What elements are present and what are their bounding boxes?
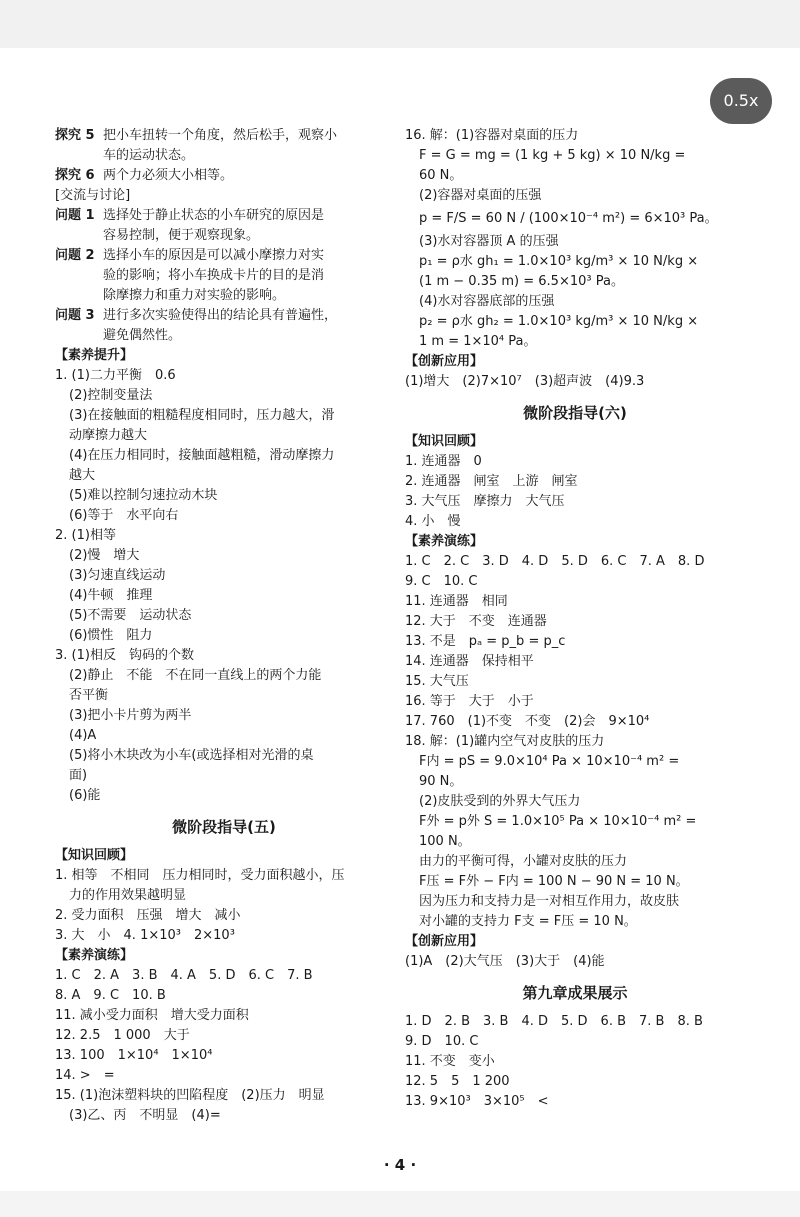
answer-line: 12. 2.5 1 000 大于 [55,1028,190,1043]
answer-line: (2)静止 不能 不在同一直线上的两个力能 [69,668,322,683]
bottom-band [0,1191,800,1217]
answer-line: 1. 相等 不相同 压力相同时，受力面积越小，压 [55,868,345,883]
answer-line: 16. 等于 大于 小于 [405,694,534,709]
formula-line: p = F/S = 60 N / (100×10⁻⁴ m²) = 6×10³ Pa。 [419,211,718,226]
formula-line: F内 = pS = 9.0×10⁴ Pa × 10×10⁻⁴ m² = [419,754,680,769]
answer-line: (6)等于 水平向右 [69,508,179,523]
question2: 问题 2 选择小车的原因是可以减小摩擦力对实 [55,248,325,263]
answer-line: 13. 9×10³ 3×10⁵ < [405,1094,549,1109]
answer-line: (1)A (2)大气压 (3)大于 (4)能 [405,954,605,969]
answer-line: (6)惯性 阻力 [69,628,153,643]
answer-line: (4)在压力相同时，接触面越粗糙，滑动摩擦力 [69,448,335,463]
answer-line: 3. (1)相反 钩码的个数 [55,648,194,663]
section-title-chapter9: 第九章成果展示 [522,984,628,1002]
answer-line: 14. > = [55,1068,115,1083]
formula-line: p₂ = ρ水 gh₂ = 1.0×10³ kg/m³ × 10 N/kg × [419,314,699,329]
formula-line: (1 m − 0.35 m) = 6.5×10³ Pa。 [419,274,624,289]
answer-line: 14. 连通器 保持相平 [405,654,534,669]
answer-line: 因为压力和支持力是一对相互作用力，故皮肤 [419,894,680,909]
answer-line: (3)水对容器顶 A 的压强 [419,234,559,249]
answer-line: 3. 大气压 摩擦力 大气压 [405,494,565,509]
answer-line: 12. 5 5 1 200 [405,1074,510,1089]
right-column [405,126,745,1112]
text-line: 除摩擦力和重力对实验的影响。 [103,288,286,303]
explore5: 探究 5 把小车扭转一个角度，然后松手，观察小 [55,128,338,143]
answer-line: (3)匀速直线运动 [69,568,166,583]
answer-line: (3)乙、丙 不明显 (4)= [69,1108,221,1123]
answer-line: 18. 解：(1)罐内空气对皮肤的压力 [405,734,605,749]
text-line: 避免偶然性。 [103,328,182,343]
answer-line: 2. 连通器 闸室 上游 闸室 [405,474,578,489]
answer-line: 1. D 2. B 3. B 4. D 5. D 6. B 7. B 8. B [405,1014,703,1029]
answer-line: 3. 大 小 4. 1×10³ 2×10³ [55,928,235,943]
answer-line: 2. 受力面积 压强 增大 减小 [55,908,241,923]
answer-line: (5)不需要 运动状态 [69,608,192,623]
section-heading-suyang: 【素养提升】 [55,348,134,363]
formula-line: 60 N。 [419,168,463,183]
discuss-heading: [交流与讨论] [55,188,131,203]
formula-line: F外 = p外 S = 1.0×10⁵ Pa × 10×10⁻⁴ m² = [419,814,697,829]
answer-line: (2)容器对桌面的压强 [419,188,542,203]
answer-line: 1. C 2. C 3. D 4. D 5. D 6. C 7. A 8. D [405,554,705,569]
answer-line: 9. C 10. C [405,574,478,589]
section-heading-chuangxin: 【创新应用】 [405,934,484,949]
answer-line: 1. C 2. A 3. B 4. A 5. D 6. C 7. B [55,968,313,983]
answer-line: 面) [69,768,88,783]
answer-line: 动摩擦力越大 [69,428,148,443]
answer-line: (5)将小木块改为小车(或选择相对光滑的桌 [69,748,314,763]
text-line: 车的运动状态。 [103,148,195,163]
answer-line: 9. D 10. C [405,1034,479,1049]
answer-line: 8. A 9. C 10. B [55,988,166,1003]
answer-line: 2. (1)相等 [55,528,116,543]
answer-line: 12. 大于 不变 连通器 [405,614,547,629]
page-number: · 4 · [383,1156,417,1174]
answer-line: 17. 760 (1)不变 不变 (2)会 9×10⁴ [405,714,650,729]
answer-line: 否平衡 [69,688,109,703]
explore6: 探究 6 两个力必须大小相等。 [55,168,234,183]
answer-line: 15. (1)泡沫塑料块的凹陷程度 (2)压力 明显 [55,1088,325,1103]
section-heading-yanlian: 【素养演练】 [55,948,134,963]
answer-line: 由力的平衡可得，小罐对皮肤的压力 [419,854,628,869]
text-line: 容易控制，便于观察现象。 [103,228,260,243]
answer-line: (4)A [69,728,97,743]
left-column [55,126,393,1126]
answer-line: (2)控制变量法 [69,388,153,403]
formula-line: 100 N。 [419,834,471,849]
section-title-five: 微阶段指导(五) [172,818,276,836]
question1: 问题 1 选择处于静止状态的小车研究的原因是 [55,208,325,223]
answer-line: 11. 连通器 相同 [405,594,508,609]
answer-line: (3)在接触面的粗糙程度相同时，压力越大，滑 [69,408,335,423]
formula-line: 90 N。 [419,774,463,789]
formula-line: F压 = F外 − F内 = 100 N − 90 N = 10 N。 [419,874,689,889]
answer-line: 4. 小 慢 [405,514,461,529]
section-heading-chuangxin: 【创新应用】 [405,354,484,369]
answer-line: 16. 解：(1)容器对桌面的压力 [405,128,579,143]
answer-line: 力的作用效果越明显 [69,888,187,903]
answer-line: (6)能 [69,788,101,803]
answer-line: (4)牛顿 推理 [69,588,153,603]
formula-line: 1 m = 1×10⁴ Pa。 [419,334,537,349]
top-band [0,0,800,48]
section-heading-zhishi: 【知识回顾】 [55,848,134,863]
question3: 问题 3 进行多次实验使得出的结论具有普遍性， [55,308,338,323]
answer-line: 11. 不变 变小 [405,1054,495,1069]
answer-line: 越大 [69,468,96,483]
answer-line: 1. 连通器 0 [405,454,482,469]
answer-line: 1. (1)二力平衡 0.6 [55,368,176,383]
answer-line: 对小罐的支持力 F支 = F压 = 10 N。 [419,914,637,929]
answer-line: 13. 100 1×10⁴ 1×10⁴ [55,1048,213,1063]
section-heading-zhishi: 【知识回顾】 [405,434,484,449]
answer-line: (2)皮肤受到的外界大气压力 [419,794,581,809]
text-line: 验的影响；将小车换成卡片的目的是消 [103,268,325,283]
answer-line: (5)难以控制匀速拉动木块 [69,488,218,503]
section-heading-yanlian: 【素养演练】 [405,534,484,549]
answer-line: 15. 大气压 [405,674,469,689]
section-title-six: 微阶段指导(六) [523,404,627,422]
answer-line: (3)把小卡片剪为两半 [69,708,192,723]
answer-line: (4)水对容器底部的压强 [419,294,555,309]
answer-line: (1)增大 (2)7×10⁷ (3)超声波 (4)9.3 [405,374,645,389]
zoom-level-badge[interactable]: 0.5x [710,78,772,124]
answer-line: 13. 不是 pₐ = p_b = p_c [405,634,566,649]
formula-line: p₁ = ρ水 gh₁ = 1.0×10³ kg/m³ × 10 N/kg × [419,254,699,269]
formula-line: F = G = mg = (1 kg + 5 kg) × 10 N/kg = [419,148,686,163]
answer-line: 11. 减小受力面积 增大受力面积 [55,1008,249,1023]
answer-line: (2)慢 增大 [69,548,140,563]
